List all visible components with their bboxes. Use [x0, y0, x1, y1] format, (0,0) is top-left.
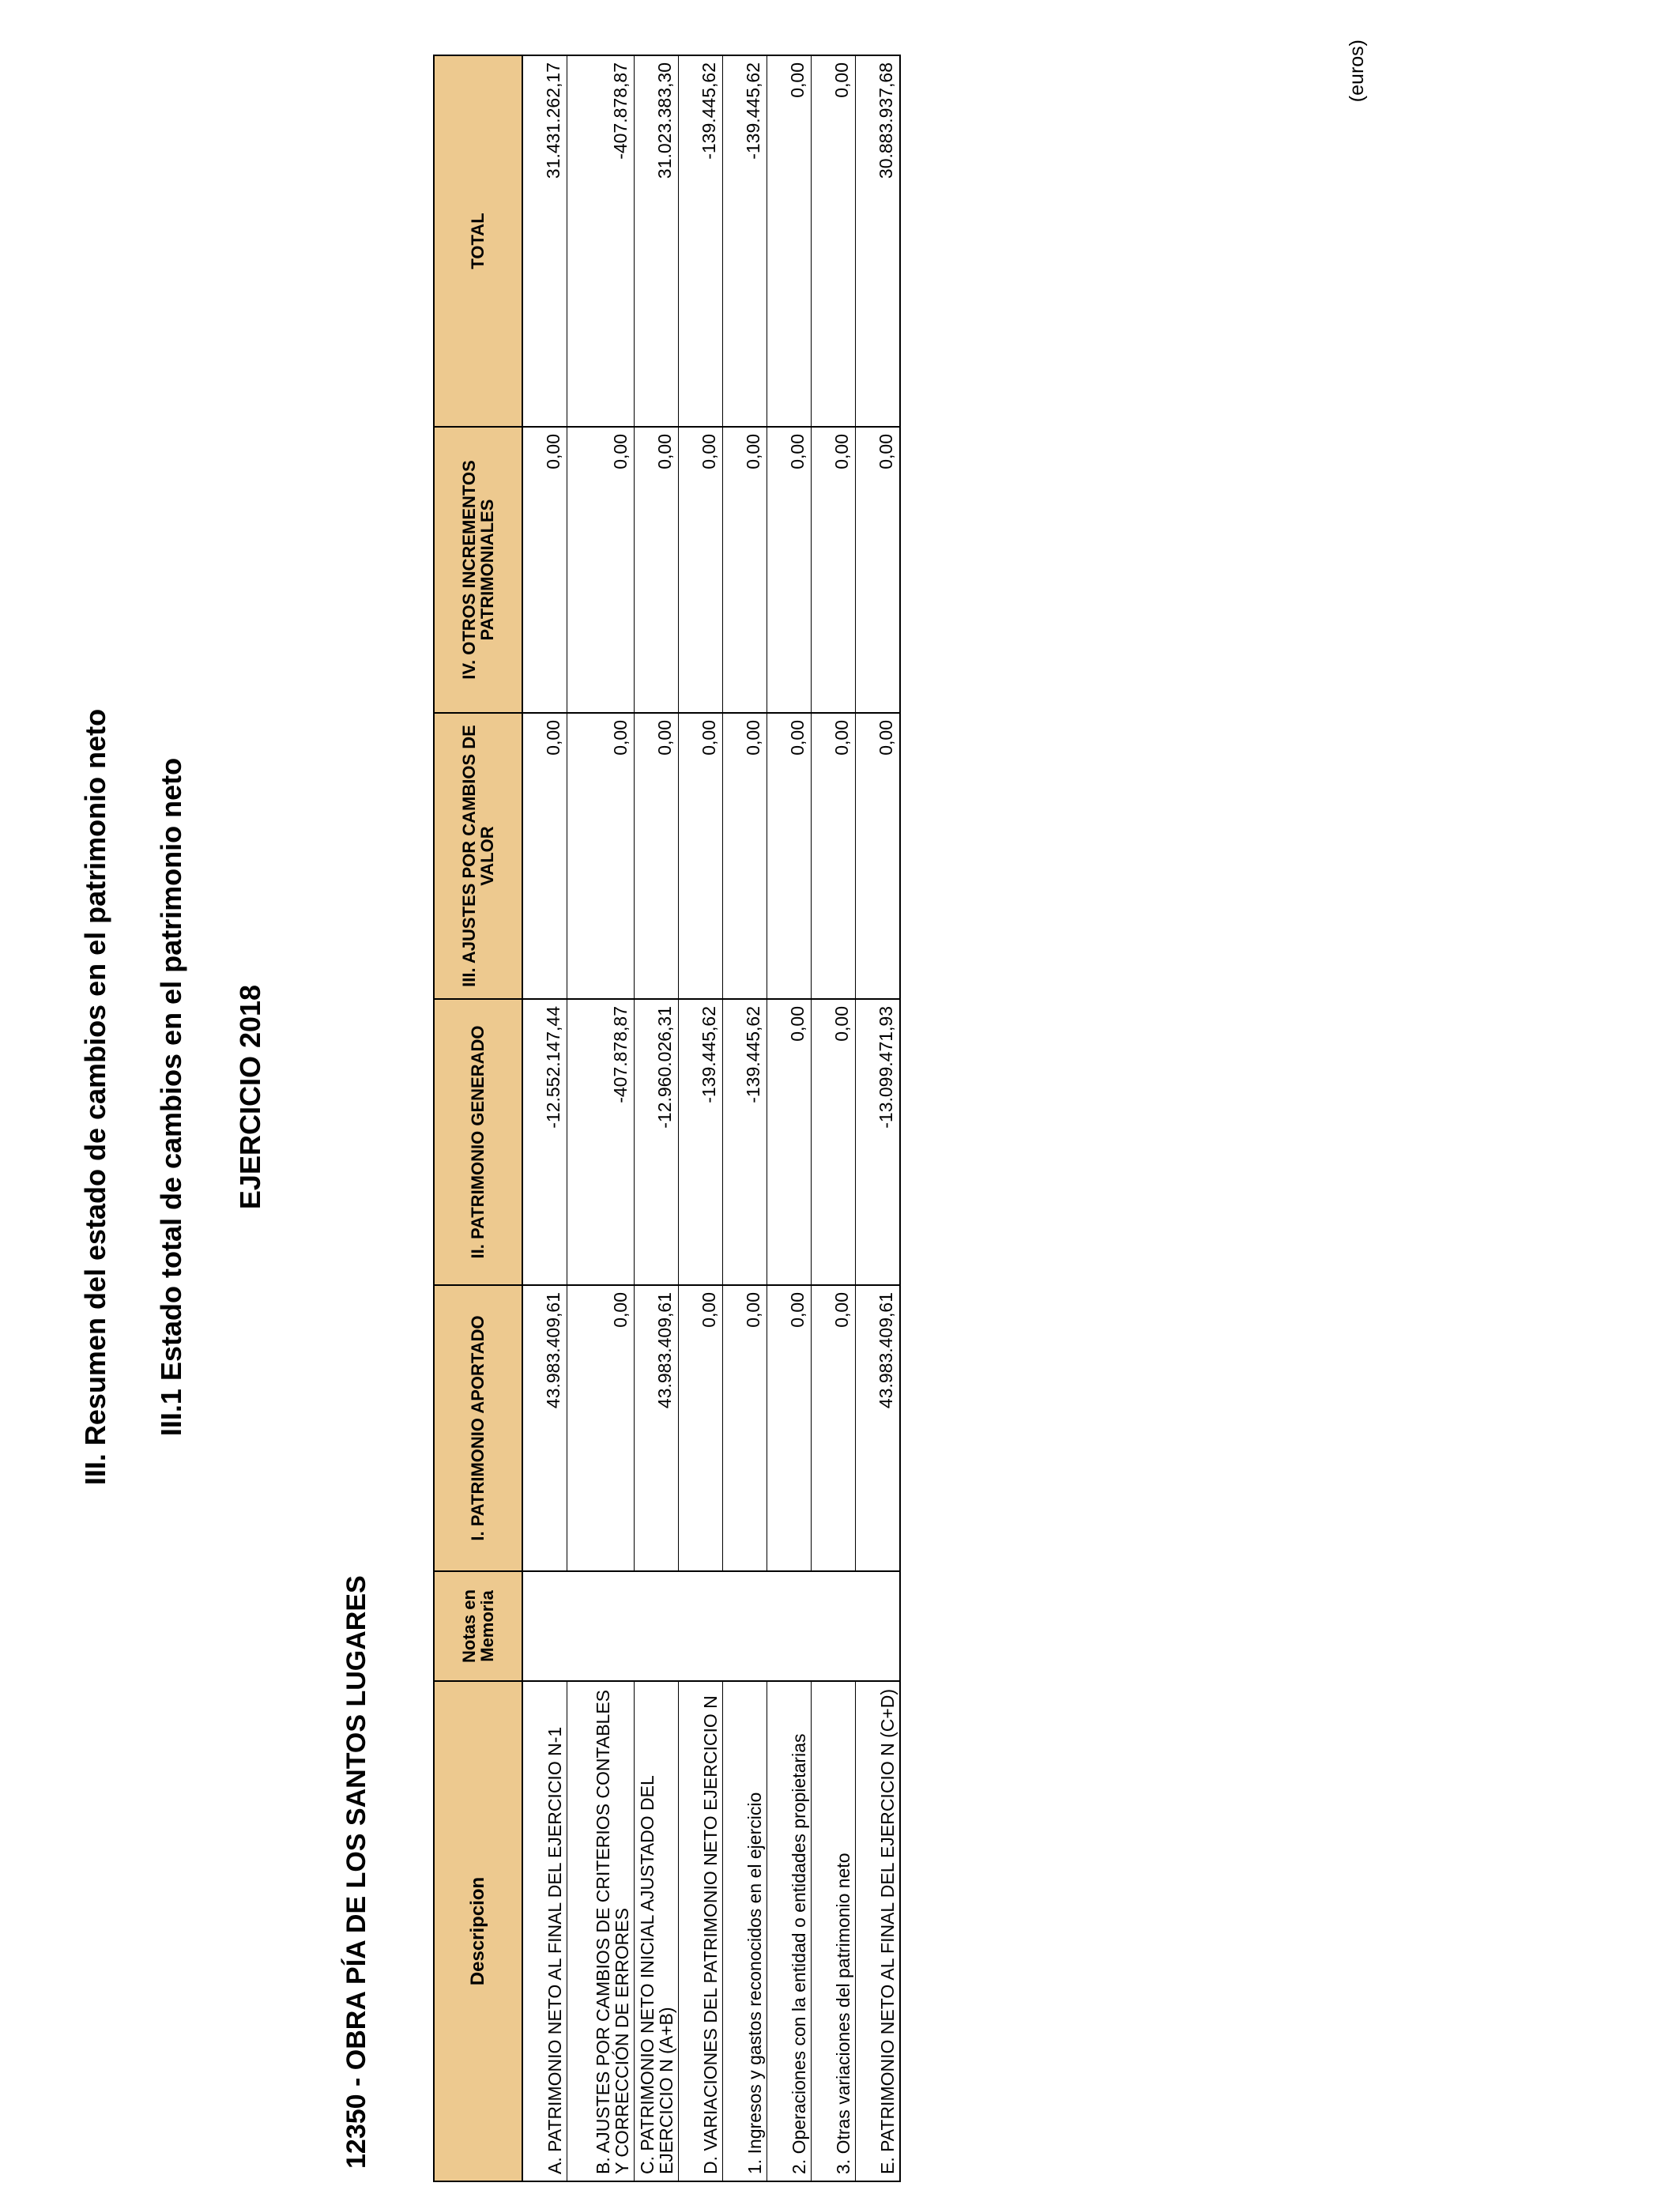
- entity-name: 12350 - OBRA PÍA DE LOS SANTOS LUGARES: [341, 1575, 371, 2169]
- table-row: [635, 55, 679, 2181]
- row-description: C. PATRIMONIO NETO INICIAL AJUSTADO DEL EJERCICIO N (A+B): [635, 1681, 679, 2181]
- row-col4: 0,00: [567, 427, 635, 713]
- row-col4: 0,00: [723, 427, 767, 713]
- row-col1: 0,00: [723, 1285, 767, 1571]
- row-description: A. PATRIMONIO NETO AL FINAL DEL EJERCICIO N-1: [522, 1681, 567, 2181]
- exercise-title: EJERCICIO 2018: [234, 984, 266, 1210]
- table-row: [767, 55, 812, 2181]
- table-row: [812, 55, 856, 2181]
- row-description: 2. Operaciones con la entidad o entidades propietarias: [767, 1681, 812, 2181]
- row-col2: -13.099.471,93: [856, 999, 901, 1285]
- row-notes: [679, 1571, 723, 1681]
- table-row: [522, 55, 567, 2181]
- row-col3: 0,00: [856, 713, 901, 999]
- row-col1: 43.983.409,61: [522, 1285, 567, 1571]
- header-col3: III. AJUSTES POR CAMBIOS DE VALOR: [434, 713, 522, 999]
- row-col2: -12.552.147,44: [522, 999, 567, 1285]
- row-col3: 0,00: [522, 713, 567, 999]
- header-total: TOTAL: [434, 55, 522, 427]
- header-col4: IV. OTROS INCREMENTOS PATRIMONIALES: [434, 427, 522, 713]
- row-description: E. PATRIMONIO NETO AL FINAL DEL EJERCICIO N (C+D): [856, 1681, 901, 2181]
- row-col2: -12.960.026,31: [635, 999, 679, 1285]
- row-col3: 0,00: [723, 713, 767, 999]
- row-col2: -139.445,62: [679, 999, 723, 1285]
- row-description: 1. Ingresos y gastos reconocidos en el ejercicio: [723, 1681, 767, 2181]
- row-col2: -139.445,62: [723, 999, 767, 1285]
- row-total: -407.878,87: [567, 55, 635, 427]
- row-col1: 43.983.409,61: [856, 1285, 901, 1571]
- row-notes: [856, 1571, 901, 1681]
- row-notes: [767, 1571, 812, 1681]
- row-col3: 0,00: [635, 713, 679, 999]
- row-col1: 43.983.409,61: [635, 1285, 679, 1571]
- row-notes: [812, 1571, 856, 1681]
- row-total: 31.431.262,17: [522, 55, 567, 427]
- row-total: -139.445,62: [723, 55, 767, 427]
- table-row: [679, 55, 723, 2181]
- main-title: III. Resumen del estado de cambios en el patrimonio neto: [79, 708, 111, 1486]
- row-col1: 0,00: [767, 1285, 812, 1571]
- row-col1: 0,00: [679, 1285, 723, 1571]
- row-description: D. VARIACIONES DEL PATRIMONIO NETO EJERCICIO N: [679, 1681, 723, 2181]
- table-row: [856, 55, 901, 2181]
- row-description: 3. Otras variaciones del patrimonio neto: [812, 1681, 856, 2181]
- row-col4: 0,00: [635, 427, 679, 713]
- row-total: 0,00: [812, 55, 856, 427]
- header-col2: II. PATRIMONIO GENERADO: [434, 999, 522, 1285]
- row-col2: -407.878,87: [567, 999, 635, 1285]
- row-notes: [723, 1571, 767, 1681]
- row-col2: 0,00: [812, 999, 856, 1285]
- row-col3: 0,00: [812, 713, 856, 999]
- row-col1: 0,00: [812, 1285, 856, 1571]
- row-total: 0,00: [767, 55, 812, 427]
- row-notes: [522, 1571, 567, 1681]
- header-description: Descripcion: [434, 1681, 522, 2181]
- table-body: [522, 55, 900, 2181]
- row-total: 31.023.383,30: [635, 55, 679, 427]
- row-col3: 0,00: [679, 713, 723, 999]
- subtitle: III.1 Estado total de cambios en el patrimonio neto: [155, 757, 187, 1437]
- row-col4: 0,00: [767, 427, 812, 713]
- row-notes: [635, 1571, 679, 1681]
- row-notes: [567, 1571, 635, 1681]
- row-col4: 0,00: [522, 427, 567, 713]
- table-header: [434, 55, 522, 2181]
- row-col4: 0,00: [679, 427, 723, 713]
- units-label: (euros): [1346, 40, 1368, 103]
- header-col1: I. PATRIMONIO APORTADO: [434, 1285, 522, 1571]
- table-row: [567, 55, 635, 2181]
- row-total: 30.883.937,68: [856, 55, 901, 427]
- row-col3: 0,00: [767, 713, 812, 999]
- header-row: [434, 55, 522, 2181]
- row-col1: 0,00: [567, 1285, 635, 1571]
- equity-changes-table: [433, 55, 901, 2182]
- table-row: [723, 55, 767, 2181]
- row-col4: 0,00: [812, 427, 856, 713]
- header-notes: Notas en Memoria: [434, 1571, 522, 1681]
- row-col3: 0,00: [567, 713, 635, 999]
- row-col4: 0,00: [856, 427, 901, 713]
- row-col2: 0,00: [767, 999, 812, 1285]
- row-description: B. AJUSTES POR CAMBIOS DE CRITERIOS CONTABLES Y CORRECCIÓN DE ERRORES: [567, 1681, 635, 2181]
- row-total: -139.445,62: [679, 55, 723, 427]
